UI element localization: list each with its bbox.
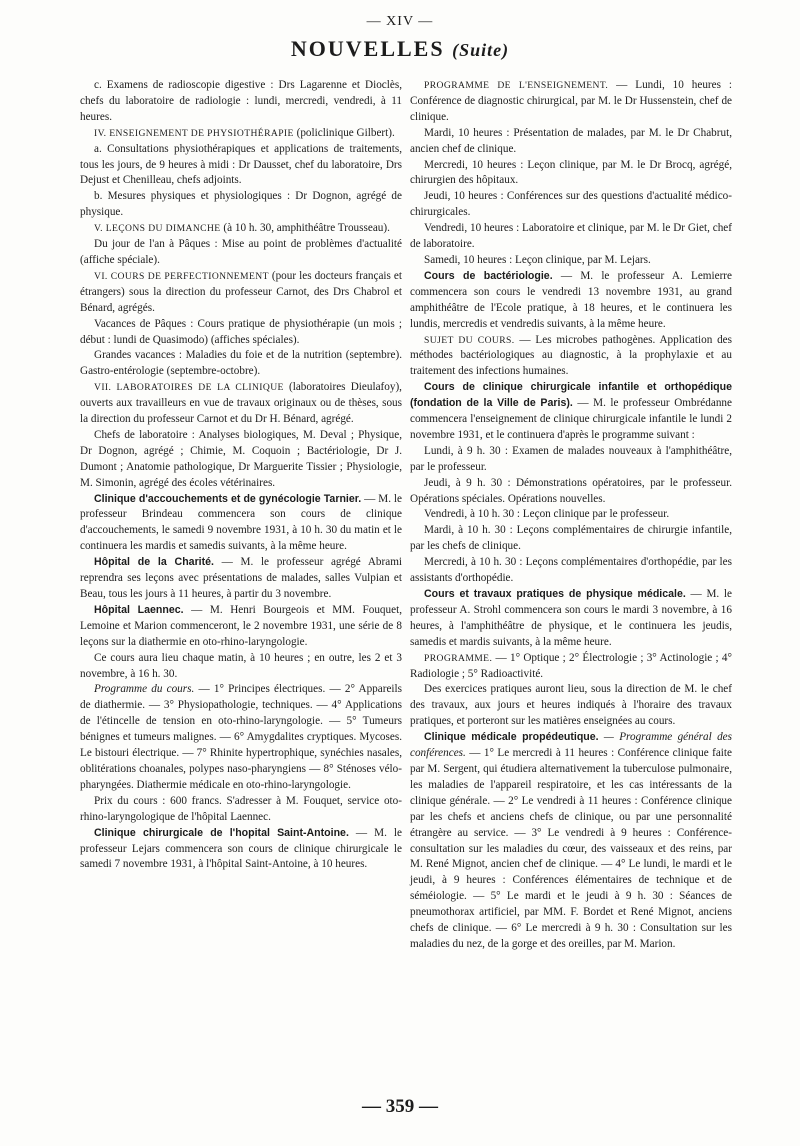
section-heading: Hôpital de la Charité. (94, 556, 214, 569)
paragraph: PROGRAMME. — 1° Optique ; 2° Électrologie ; 3° Actinologie ; 4° Radiologie ; 5° Radioactivité. (410, 651, 732, 680)
section-heading: Cours et travaux pratiques de physique médicale. (424, 588, 686, 600)
paragraph: Du jour de l'an à Pâques : Mise au point de problèmes d'actualité (affiche spéciale). (80, 238, 402, 266)
paragraph: Hôpital Laennec. — M. Henri Bourgeois et MM. Fouquet, Lemoine et Marion commenceront, le 2 novembre 1931, une série de 8 leçons sur la diathermie en oto-rhino-laryngologie. (80, 603, 402, 648)
paragraph: Jeudi, à 9 h. 30 : Démonstrations opératoires, par le professeur. Opérations spéciales. Opérations nouvelles. (410, 476, 732, 505)
paragraph: Chefs de laboratoire : Analyses biologiques, M. Deval ; Physique, Dr Dognon, agrégé ; Chimie, M. Coquoin ; Bactériologie, Dr J. Dumont ; Anatomie pathologique, Dr Marguerite Tissier ; Physiologie, M. Simonin, agrégé des écoles vétérinaires. (80, 428, 402, 489)
paragraph: a. Consultations physiothérapiques et applications de traitements, tous les jours, de 9 heures à midi : Dr Dausset, chef du laboratoire, Drs Dejust et Chenilleau, chefs adjoints. (80, 142, 402, 187)
section-heading: Clinique médicale propédeutique. (424, 731, 599, 744)
paragraph: b. Mesures physiques et physiologiques : Dr Dognon, agrégé de physique. (80, 190, 402, 219)
section-heading: Clinique d'accouchements et de gynécologie Tarnier. (94, 492, 362, 505)
paragraph: Cours de clinique chirurgicale infantile et orthopédique (fondation de la Ville de Paris). — M. le professeur Ombrédanne commencera l'enseignement de clinique chirurgicale infantile le lundi 2 novembre 1931, et le continuera d'après le programme suivant : (410, 381, 732, 441)
page-number-roman: — XIV — (366, 14, 434, 29)
paragraph: IV. ENSEIGNEMENT DE PHYSIOTHÉRAPIE (policlinique Gilbert). (94, 126, 395, 139)
paragraph: Prix du cours : 600 francs. S'adresser à M. Fouquet, service oto-rhino-laryngologique de l'hôpital Laennec. (80, 794, 402, 823)
paragraph: Hôpital de la Charité. — M. le professeur agrégé Abrami reprendra ses leçons avec présentations de malades, salles Vulpian et Beau, tous les jours à 11 heures, à partir du 3 novembre. (80, 556, 402, 600)
paragraph: Cours de bactériologie. — M. le professeur A. Lemierre commencera son cours le vendredi 13 novembre 1931, au grand amphithéâtre de l'Ecole pratique, à 18 heures, et le continuera les lundis, mercredis et vendredis suivants, à la même heure. (410, 269, 732, 330)
page-title (0, 36, 800, 62)
paragraph: Vendredi, 10 heures : Laboratoire et clinique, par M. le Dr Giet, chef de laboratoire. (410, 222, 732, 251)
paragraph: Clinique chirurgicale de l'hopital Saint-Antoine. — M. le professeur Lejars commencera son cours de clinique chirurgicale le samedi 7 novembre 1931, à l'hôpital Saint-Antoine, à 10 heures. (80, 826, 402, 871)
section-heading: Cours de clinique chirurgicale infantile et orthopédique (fondation de la Ville de Paris). (410, 381, 732, 410)
paragraph: Vacances de Pâques : Cours pratique de physiothérapie (un mois ; début : lundi de Quasimodo) (affiches spéciales). (80, 317, 402, 346)
title-main: NOUVELLES (290, 36, 445, 61)
paragraph: Clinique médicale propédeutique. — Programme général des conférences. — 1° Le mercredi à 11 heures : Conférence clinique faite par M. Sergent, qui étudiera alternativement la tuberculose pulmonaire, les maladies de l'appareil respiratoire, et les cas intéressants de la clinique générale. — 2° Le vendredi à 11 heures : Conférence clinique par les chefs et anciens chefs de clinique, ou par une personnalité étrangère au service. — 3° Le vendredi à 9 heures : Conférence-consultation sur les maladies du cœur, des vaisseaux et des reins, par M. René Mignot, ancien chef de clinique. — 4° Le lundi, le mardi et le jeudi, à 9 heures : Conférences élémentaires de technique et de séméiologie. — 5° Le mardi et le jeudi à 9 h. 30 : Séances de pneumothorax artificiel, par MM. F. Bordet et René Mignot, anciens chefs de clinique. — 6° Le mercredi à 9 h. 30 : Consultation sur les maladies du nez, de la gorge et des oreilles, par M. Marion. (410, 731, 732, 950)
paragraph: c. Examens de radioscopie digestive : Drs Lagarenne et Dioclès, chefs du laboratoire de radiologie : lundi, mercredi, vendredi, à 11 heures. (80, 79, 402, 123)
right-column (410, 78, 732, 953)
page-number: — 359 — (362, 1096, 438, 1117)
paragraph: Samedi, 10 heures : Leçon clinique, par M. Lejars. (424, 253, 651, 266)
paragraph: Vendredi, à 10 h. 30 : Leçon clinique par le professeur. (424, 508, 670, 521)
paragraph: Mercredi, 10 heures : Leçon clinique, par M. le Dr Brocq, agrégé, chirurgien des hôpitaux. (410, 158, 732, 187)
title-suffix: (Suite) (452, 40, 510, 60)
section-heading: Cours de bactériologie. (424, 269, 553, 282)
paragraph: Clinique d'accouchements et de gynécologie Tarnier. — M. le professeur Brindeau commencera son cours de clinique d'accouchements, le samedi 9 novembre 1931, à 10 h. 30 du matin et le continuera les mardis et samedis suivants, à la même heure. (80, 492, 402, 553)
paragraph: Programme du cours. — 1° Principes électriques. — 2° Appareils de diathermie. — 3° Physiopathologie, techniques. — 4° Applications de l'étincelle de tension en oto-rhino-laryngologie. — 5° Tumeurs bénignes et tumeurs malignes. — 6° Amygdalites cryptiques. Mycoses. Le bistouri électrique. — 7° Rhinite hypertrophique, synéchies nasales, oblitérations choanales, polypes naso-pharyngiens — 8° Sténoses vélo-pharyngées. Diathermie médicale en oto-rhino-laryngologie. (80, 683, 402, 791)
section-heading: Clinique chirurgicale de l'hopital Saint-Antoine. (94, 826, 349, 839)
paragraph: SUJET DU COURS. — Les microbes pathogènes. Application des méthodes bactériologiques au diagnostic, à la prophylaxie et au traitement des infections humaines. (410, 333, 733, 378)
paragraph: Cours et travaux pratiques de physique médicale. — M. le professeur A. Strohl commencera son cours le mardi 3 novembre, à 16 heures, à l'amphithéâtre de physique, et le continuera les jeudis, samedis et mardis suivants, à la même heure. (410, 588, 732, 648)
paragraph: Mardi, 10 heures : Présentation de malades, par M. le Dr Chabrut, ancien chef de clinique. (410, 126, 732, 155)
paragraph: PROGRAMME DE L'ENSEIGNEMENT. — Lundi, 10 heures : Conférence de diagnostic chirurgical, par M. le Dr Hussenstein, chef de clinique. (410, 79, 732, 123)
paragraph: Lundi, à 9 h. 30 : Examen de malades nouveaux à l'amphithéâtre, par le professeur. (410, 444, 732, 473)
paragraph: VII. LABORATOIRES DE LA CLINIQUE (laboratoires Dieulafoy), ouverts aux travailleurs en vue de travaux originaux ou de thèses, sous la direction du professeur Carnot et du Dr H. Bénard, agrégé. (80, 381, 402, 426)
paragraph: VI. COURS DE PERFECTIONNEMENT (pour les docteurs français et étrangers) sous la direction du professeur Carnot, des Drs Chabrol et Bénard, agrégés. (80, 269, 402, 314)
paragraph: Mercredi, à 10 h. 30 : Leçons complémentaires d'orthopédie, par les assistants d'orthopédie. (410, 556, 732, 585)
paragraph: Jeudi, 10 heures : Conférences sur des questions d'actualité médico-chirurgicales. (410, 190, 732, 219)
section-heading: Hôpital Laennec. (94, 603, 184, 616)
paragraph: Mardi, à 10 h. 30 : Leçons complémentaires de chirurgie infantile, par les chefs de clinique. (410, 524, 732, 553)
paragraph: Grandes vacances : Maladies du foie et de la nutrition (septembre). Gastro-entérologie (septembre-octobre). (80, 349, 402, 378)
paragraph: Des exercices pratiques auront lieu, sous la direction de M. le chef des travaux, aux jours et heures indiqués à l'horaire des travaux pratiques, et porteront sur les matières enseignées au cours. (410, 683, 732, 728)
left-column (80, 78, 402, 873)
paragraph: Ce cours aura lieu chaque matin, à 10 heures ; en outre, les 2 et 3 novembre, à 16 h. 30. (80, 651, 402, 680)
paragraph: V. LEÇONS DU DIMANCHE (à 10 h. 30, amphithéâtre Trousseau). (94, 222, 390, 235)
